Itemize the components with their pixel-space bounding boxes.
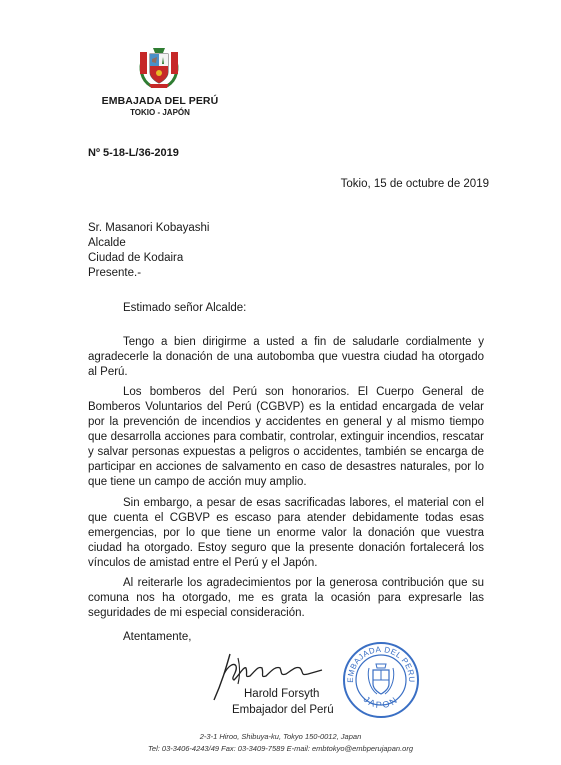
seal-top-text: EMBAJADA DEL PERU: [345, 644, 417, 683]
addressee-name: Sr. Masanori Kobayashi: [88, 222, 210, 234]
body-paragraph-4: Al reiterarle los agradecimientos por la generosa contribución que su comuna nos ha otorgado, me es grata la ocasión para expresarle las seguridades de mi especial consideración.: [88, 577, 484, 619]
svg-text:JAPON: [362, 694, 401, 710]
footer-address: 2-3-1 Hiroo, Shibuya-ku, Tokyo 150-0012, Japan: [199, 732, 362, 741]
seal-bottom-text: JAPON: [361, 694, 401, 711]
body-paragraph-3: Sin embargo, a pesar de esas sacrificadas labores, el material con el que cuenta el CGBVP es escaso para atender debidamente todas esas emergencias, por lo que tiene un enorme valor la donación que vuestra ciudad ha otorgado. Estoy seguro que la presente donación fortalecerá los vínculos de amistad entre el Perú y el Japón.: [88, 497, 484, 569]
embassy-city: TOKIO - JAPÓN: [130, 108, 190, 117]
closing: Atentamente,: [123, 631, 192, 643]
addressee-block: [88, 221, 209, 281]
peru-coat-of-arms-icon: [137, 44, 181, 90]
reference-number: Nº 5-18-L/36-2019: [88, 147, 179, 159]
embassy-seal-icon: [341, 640, 421, 720]
letter-date: Tokio, 15 de octubre de 2019: [340, 178, 489, 190]
signer-name: Harold Forsyth: [244, 688, 320, 700]
salutation: Estimado señor Alcalde:: [123, 302, 247, 314]
addressee-title: Alcalde: [88, 237, 126, 249]
addressee-organization: Ciudad de Kodaira: [88, 252, 184, 264]
body-paragraph-1: Tengo a bien dirigirme a usted a fin de saludarle cordialmente y agradecerle la donación de una autobomba que vuestra ciudad ha otorgado al Perú.: [88, 336, 484, 378]
addressee-suffix: Presente.-: [88, 267, 142, 279]
footer-contact: Tel: 03-3406-4243/49 Fax: 03-3409-7589 E-mail: embtokyo@embperujapan.org: [148, 744, 413, 753]
signer-title: Embajador del Perú: [232, 704, 334, 716]
body-paragraph-2: Los bomberos del Perú son honorarios. El Cuerpo General de Bomberos Voluntarios del Perú (CGBVP) es la entidad encargada de velar por la prevención de incendios y accidentes en general y al mismo tiempo que desarrolla acciones para combatir, controlar, extinguir incendios, rescatar y salvar personas expuestas a peligros o accidentes, también se encarga de participar en acciones de salvamento en caso de desastres naturales, por lo que tiene un campo de acción muy amplio.: [88, 386, 484, 488]
embassy-name: EMBAJADA DEL PERÚ: [101, 95, 219, 107]
